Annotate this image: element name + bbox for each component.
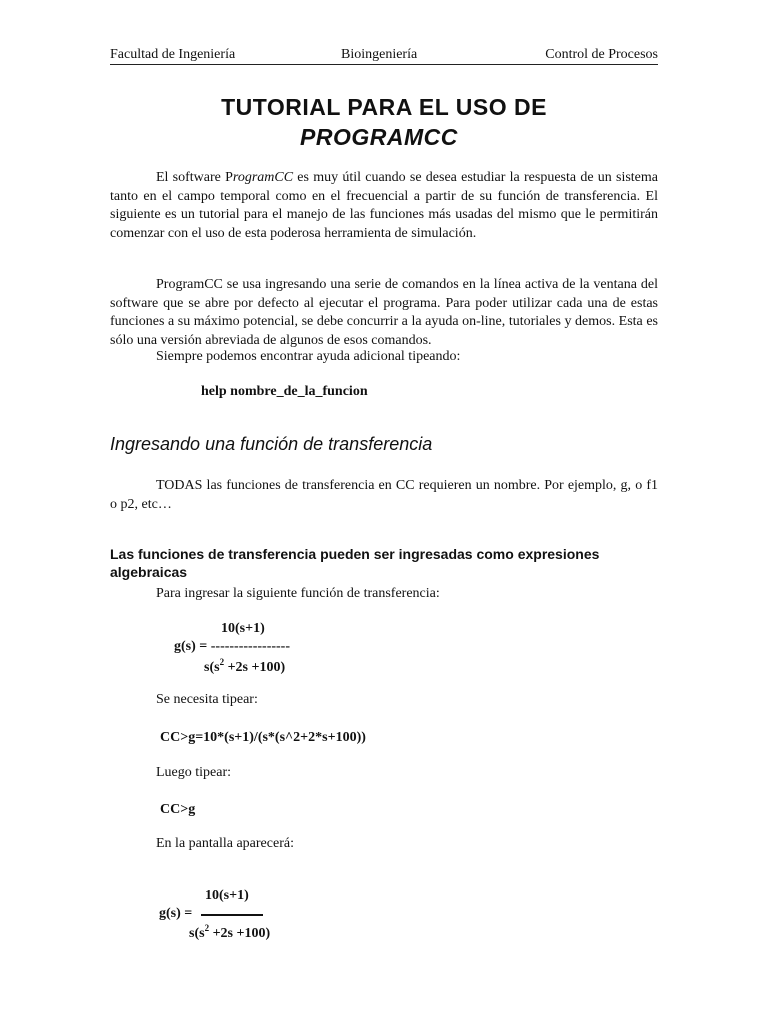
- eq2-numerator: 10(s+1): [205, 888, 249, 903]
- command-show-g: CC>g: [160, 802, 196, 817]
- transfer-intro-text: Para ingresar la siguiente función de transferencia:: [156, 586, 440, 601]
- document-title-line1: TUTORIAL PARA EL USO DE: [221, 94, 547, 120]
- eq1-numerator: 10(s+1): [221, 621, 265, 636]
- need-type-text: Se necesita tipear:: [156, 692, 258, 707]
- help-command: help nombre_de_la_funcion: [201, 384, 368, 399]
- header-course: Control de Procesos: [545, 47, 658, 62]
- eq2-denominator: $s(s^2 +2s +100)$: [189, 923, 271, 941]
- subsection-heading: Las funciones de transferencia pueden ser ingresadas como expresiones algebraicas: [110, 546, 600, 580]
- screen-shows-text: En la pantalla aparecerá:: [156, 836, 294, 851]
- header-faculty: Facultad de Ingeniería: [110, 47, 236, 62]
- section-paragraph: TODAS las funciones de transferencia en CC requieren un nombre. Por ejemplo, g, o f1 o p2, etc…: [110, 478, 658, 512]
- intro-paragraph-2: ProgramCC se usa ingresando una serie de comandos en la línea activa de la ventana del software que se abre por defecto al ejecutar el programa. Para poder utilizar cada una de estas funciones a su máximo potencial, se debe concurrir a la ayuda on-line, tutoriales y demos. Esta es sólo una versión abreviada de algunos de esos comandos.: [110, 277, 658, 348]
- then-type-text: Luego tipear:: [156, 765, 232, 780]
- section-heading: Ingresando una función de transferencia: [110, 434, 433, 454]
- command-define-g: CC>g=10*(s+1)/(s*(s^2+2*s+100)): [160, 730, 366, 745]
- page-header: [110, 46, 658, 65]
- intro-paragraph-1: El software ProgramCC es muy útil cuando se desea estudiar la respuesta de un sistema tanto en el campo temporal como en el frecuencial a partir de su función de transferencia. El siguiente es un tutorial para el manejo de las funciones más usadas del mismo que le permitirán comenzar con el uso de esta poderosa herramienta de simulación.: [110, 170, 658, 241]
- header-department: Bioingeniería: [341, 47, 418, 62]
- intro-paragraph-3: Siempre podemos encontrar ayuda adicional tipeando:: [156, 349, 461, 364]
- document-title-line2: PROGRAMCC: [300, 124, 458, 150]
- eq1-fraction-line: g(s) = -----------------: [174, 639, 291, 654]
- eq2-lhs: g(s) =: [159, 906, 193, 921]
- eq2-fraction-bar: [201, 914, 263, 916]
- eq1-denominator: $s(s^2 +2s +100)$: [204, 657, 286, 675]
